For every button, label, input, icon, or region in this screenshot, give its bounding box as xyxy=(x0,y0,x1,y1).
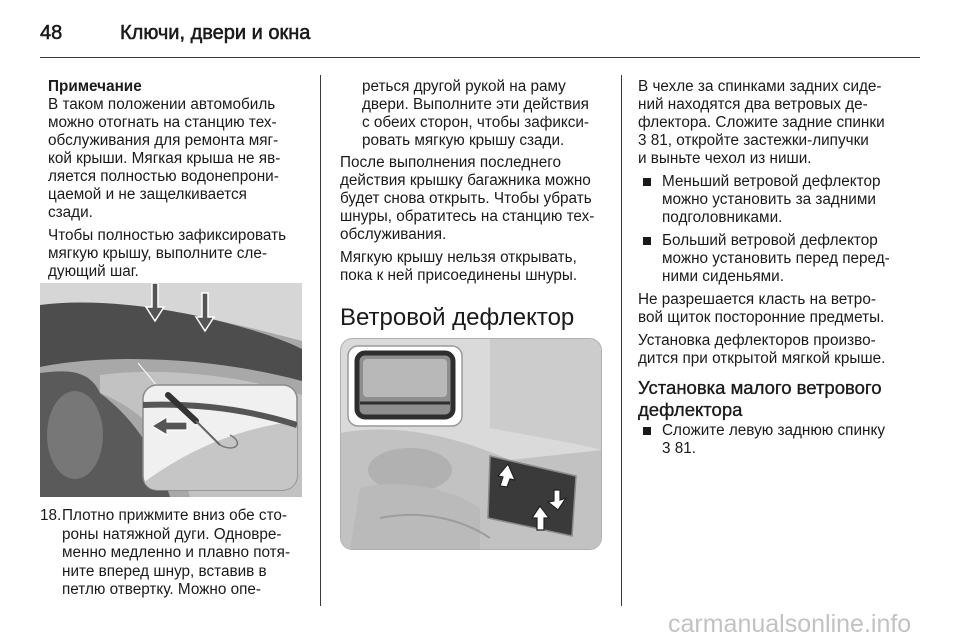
paragraph-soft-top-warning xyxy=(340,249,577,285)
paragraph-deflector-storage xyxy=(638,78,885,168)
note-title: Примечание xyxy=(48,78,142,95)
figure-soft-top-fixing xyxy=(40,283,302,497)
step-text xyxy=(62,507,290,600)
header-rule xyxy=(40,57,920,58)
paragraph-line: действия крышку багажника можно xyxy=(340,172,591,189)
step-line: двери. Выполните эти действия xyxy=(362,96,589,113)
note-line: В таком положении автомобиль xyxy=(48,96,276,113)
note-paragraph-line: мягкую крышу, выполните сле- xyxy=(48,245,267,262)
note-line: можно отогнать на станцию тех- xyxy=(48,114,277,131)
note-line: ляется полностью водонепрони- xyxy=(48,168,279,185)
paragraph-line: Не разрешается класть на ветро- xyxy=(638,291,876,308)
paragraph-line: пока к ней присоединены шнуры. xyxy=(340,267,578,284)
step-line: с обеих сторон, чтобы зафикси- xyxy=(362,114,590,131)
paragraph-line: Мягкую крышу нельзя открывать, xyxy=(340,249,577,266)
paragraph-no-objects xyxy=(638,291,884,327)
bullet-icon xyxy=(643,237,651,245)
bullet-line: 3 81. xyxy=(662,440,697,457)
paragraph-line: 3 81, откройте застежки-липучки xyxy=(638,132,869,149)
note-box xyxy=(48,78,280,222)
column-divider-1 xyxy=(320,75,321,606)
step-line: Плотно прижмите вниз обе сто- xyxy=(62,507,288,524)
bullet-line: Сложите левую заднюю спинку xyxy=(662,422,885,439)
note-line: обслуживания для ремонта мяг- xyxy=(48,132,279,149)
paragraph-line: В чехле за спинками задних сиде- xyxy=(638,78,882,95)
note-paragraph-line: Чтобы полностью зафиксировать xyxy=(48,227,287,244)
paragraph-line: вой щиток посторонние предметы. xyxy=(638,309,885,326)
bullet-line: подголовниками. xyxy=(662,209,783,226)
bullet-icon xyxy=(643,178,651,186)
paragraph-line: дится при открытой мягкой крыше. xyxy=(638,350,886,367)
bullet-text xyxy=(662,422,885,458)
step-line: петлю отвертку. Можно опе- xyxy=(62,581,261,598)
step-line: реться другой рукой на раму xyxy=(362,78,566,95)
paragraph-line: шнуры, обратитесь на станцию тех- xyxy=(340,208,595,225)
bullet-line: можно установить за задними xyxy=(662,191,876,208)
paragraph-line: флектора. Сложите задние спинки xyxy=(638,114,885,131)
heading-line: дефлектора xyxy=(638,399,743,420)
step-number: 18. xyxy=(40,507,62,524)
paragraph-trunk-lid xyxy=(340,154,594,244)
step-line: роны натяжной дуги. Одновре- xyxy=(62,525,282,543)
paragraph-line: будет снова открыть. Чтобы убрать xyxy=(340,190,592,207)
page-number: 48 xyxy=(40,22,63,44)
bullet-item-small-deflector xyxy=(643,173,881,227)
seat-shape xyxy=(47,391,103,479)
bullet-text xyxy=(662,232,890,286)
paragraph-line: обслуживания. xyxy=(340,226,447,243)
paragraph-line: Установка дефлекторов произво- xyxy=(638,332,876,349)
bullet-line: Больший ветровой дефлектор xyxy=(662,232,878,249)
deflector-mesh xyxy=(363,359,447,397)
step-18 xyxy=(40,507,290,600)
paragraph-line: и выньте чехол из ниши. xyxy=(638,150,812,167)
step-continuation xyxy=(362,78,589,150)
note-line: кой крыши. Мягкая крыша не яв- xyxy=(48,150,281,167)
step-line: ните вперед шнур, вставив в xyxy=(62,562,267,580)
step-line: ровать мягкую крышу сзади. xyxy=(362,132,565,149)
section-heading-wind-deflector: Ветровой дефлектор xyxy=(340,304,575,331)
bullet-line: ними сиденьями. xyxy=(662,268,784,285)
figure-wind-deflector xyxy=(340,338,602,550)
heading-line: Установка малого ветрового xyxy=(638,377,882,398)
step-line: менно медленно и плавно потя- xyxy=(62,544,291,561)
note-paragraph xyxy=(48,227,286,281)
bullet-item-fold-seatback xyxy=(643,422,885,458)
note-line: сзади. xyxy=(48,204,93,221)
note-paragraph-line: дующий шаг. xyxy=(48,263,139,280)
bullet-item-large-deflector xyxy=(643,232,890,286)
paragraph-installation-note xyxy=(638,332,885,368)
bullet-line: Меньший ветровой дефлектор xyxy=(662,173,881,190)
page-title: Ключи, двери и окна xyxy=(120,22,311,44)
paragraph-line: После выполнения последнего xyxy=(340,154,561,171)
note-line: цаемой и не защелкивается xyxy=(48,186,247,203)
bullet-line: можно установить перед перед- xyxy=(662,250,890,267)
column-divider-2 xyxy=(621,75,622,606)
bullet-text xyxy=(662,173,881,227)
subsection-heading-small-deflector xyxy=(638,377,882,421)
paragraph-line: ний находятся два ветровых де- xyxy=(638,96,868,113)
bullet-icon xyxy=(643,427,651,435)
watermark: carmanualsonline.info xyxy=(668,610,912,638)
